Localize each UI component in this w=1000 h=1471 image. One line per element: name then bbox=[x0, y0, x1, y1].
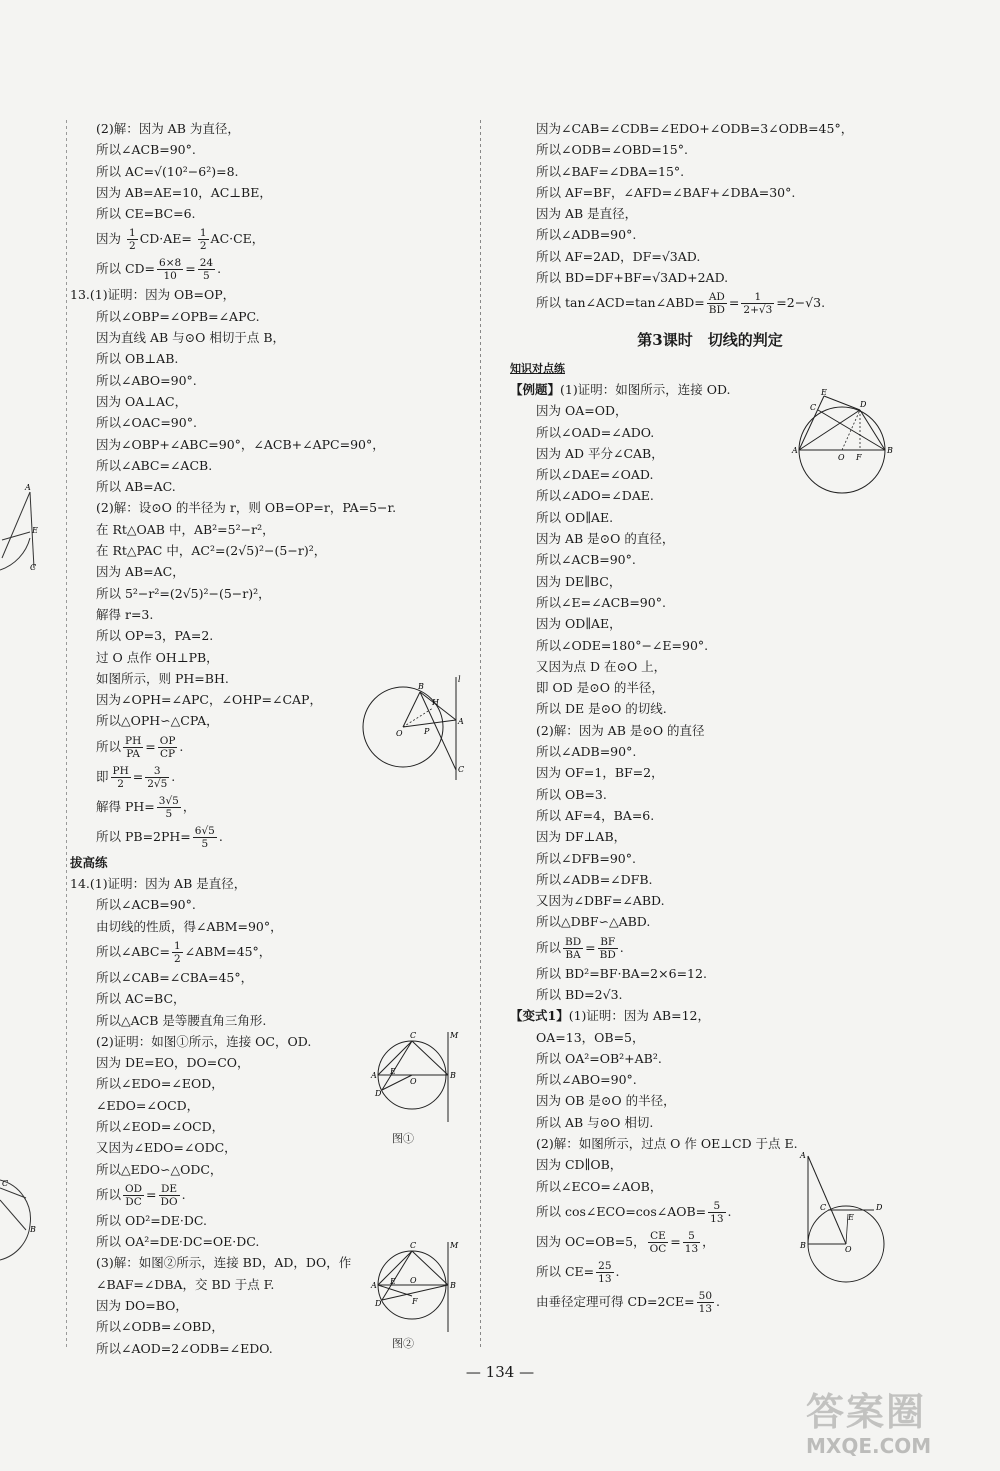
svg-text:B: B bbox=[418, 682, 424, 691]
figure-variant-1 bbox=[790, 1148, 900, 1288]
svg-text:E: E bbox=[390, 1067, 396, 1076]
text-line: 所以 OB⊥AB. bbox=[96, 351, 179, 367]
page-number: — 134 — bbox=[465, 1363, 535, 1381]
text-line: 所以∠ABO=90°. bbox=[536, 1072, 637, 1088]
text-line: 所以∠ODE=180°−∠E=90°. bbox=[536, 637, 709, 653]
text-line: 所以 OD²=DE·DC. bbox=[96, 1212, 207, 1228]
text-line: 所以 OA²=DE·DC=OE·DC. bbox=[96, 1234, 260, 1250]
figure-2-caption: 图② bbox=[392, 1337, 414, 1350]
text-line: ∠BAF=∠DBA，交 BD 于点 F. bbox=[96, 1276, 275, 1292]
svg-text:M: M bbox=[450, 1031, 459, 1040]
text-line: 解得 r=3. bbox=[96, 606, 154, 622]
text-line: 由垂径定理可得 CD=2CE= $\frac{50}{13}$ . bbox=[536, 1289, 721, 1315]
text-line: 因为 DF⊥AB， bbox=[536, 829, 627, 845]
text-line: 由切线的性质，得∠ABM=90°， bbox=[96, 918, 283, 934]
text-line: 如图所示，则 PH=BH. bbox=[96, 670, 229, 686]
text-line: 因为 OC=OB=5， $\frac{CE}{OC}$ = $\frac{5}{13}$ ， bbox=[536, 1229, 715, 1255]
svg-text:A: A bbox=[800, 1151, 806, 1160]
edge-figure-top bbox=[0, 478, 44, 582]
svg-text:C: C bbox=[410, 1241, 417, 1250]
text-line: 所以△DBF∽△ABD. bbox=[536, 914, 651, 930]
text-line: 因为∠CAB=∠CDB=∠EDO+∠ODB=3∠ODB=45°， bbox=[536, 121, 854, 136]
text-line: 所以 $\frac{PH}{PA}$ = $\frac{OP}{CP}$ . bbox=[96, 734, 184, 760]
svg-text:O: O bbox=[410, 1077, 417, 1086]
text-line: 所以 OP=3，PA=2. bbox=[96, 628, 214, 644]
text-line: 在 Rt△PAC 中，AC²=(2√5)²−(5−r)²， bbox=[96, 543, 327, 559]
text-line: 因为 AB 是⊙O 的直径， bbox=[536, 531, 675, 547]
figure-1 bbox=[368, 1030, 468, 1146]
text-line: 所以∠DAE=∠OAD. bbox=[536, 467, 654, 483]
text-line: 所以∠ODB=∠OBD， bbox=[96, 1319, 224, 1335]
svg-text:C: C bbox=[820, 1203, 827, 1212]
text-line: 所以∠ODB=∠OBD=15°. bbox=[536, 142, 688, 158]
text-line: 所以 CD= $\frac{6\times 8}{10}$ = $\frac{24}{5}$ . bbox=[96, 257, 222, 283]
text-line: 所以∠DFB=90°. bbox=[536, 850, 636, 866]
text-line: 所以 AF=BF，∠AFD=∠BAF+∠DBA=30°. bbox=[536, 184, 796, 200]
text-line: 所以∠ACB=90°. bbox=[96, 897, 196, 913]
svg-text:E: E bbox=[821, 388, 827, 397]
svg-text:O: O bbox=[396, 729, 403, 738]
svg-text:A: A bbox=[371, 1071, 377, 1080]
text-line: 所以∠ADO=∠DAE. bbox=[536, 488, 654, 504]
text-line: 所以 BD²=BF·BA=2×6=12. bbox=[536, 965, 707, 981]
text-line: 因为 AD 平分∠CAB， bbox=[536, 445, 664, 461]
text-line: 所以 AB=AC. bbox=[96, 479, 176, 495]
svg-text:M: M bbox=[450, 1241, 459, 1250]
text-line: 因为 OA=OD， bbox=[536, 403, 628, 419]
problem-14-heading: 14.(1)证明：因为 AB 是直径， bbox=[70, 876, 247, 892]
example-heading: 【例题】(1)证明：如图所示，连接 OD. bbox=[510, 381, 731, 397]
svg-text:C: C bbox=[810, 403, 817, 412]
column-divider bbox=[480, 120, 481, 1350]
svg-text:C: C bbox=[30, 563, 37, 572]
svg-text:B: B bbox=[30, 1225, 36, 1234]
text-line: 因为 AB 是直径， bbox=[536, 206, 638, 222]
text-line: 所以 AB 与⊙O 相切. bbox=[536, 1114, 654, 1130]
text-line: ∠EDO=∠OCD， bbox=[96, 1097, 200, 1113]
text-line: 所以∠OBP=∠OPB=∠APC. bbox=[96, 308, 260, 324]
figure-problem-13 bbox=[358, 672, 468, 782]
watermark-logo bbox=[806, 1390, 986, 1460]
text-line: 因为 $\frac{1}{2}$ CD·AE= $\frac{1}{2}$ AC·CE， bbox=[96, 227, 265, 253]
text-line: 过 O 点作 OH⊥PB， bbox=[96, 649, 219, 665]
text-line: 因为直线 AB 与⊙O 相切于点 B， bbox=[96, 330, 286, 346]
text-line: 所以 AF=2AD，DF=√3AD. bbox=[536, 248, 701, 264]
svg-text:E: E bbox=[848, 1213, 854, 1222]
svg-text:B: B bbox=[450, 1071, 456, 1080]
svg-text:A: A bbox=[792, 446, 798, 455]
text-line: 所以 AF=4，BA=6. bbox=[536, 807, 655, 823]
text-line: 所以∠OAC=90°. bbox=[96, 415, 197, 431]
text-line: 所以∠ACB=90°. bbox=[536, 552, 636, 568]
text-line: 所以∠EOD=∠OCD， bbox=[96, 1118, 225, 1134]
svg-text:C: C bbox=[2, 1179, 9, 1188]
svg-text:D: D bbox=[876, 1203, 883, 1212]
text-line: 所以 CE=BC=6. bbox=[96, 206, 196, 222]
svg-text:E: E bbox=[32, 526, 38, 535]
text-line: 所以∠CAB=∠CBA=45°， bbox=[96, 969, 254, 985]
text-line: 因为∠OBP+∠ABC=90°，∠ACB+∠APC=90°， bbox=[96, 436, 385, 452]
text-line: 所以∠EDO=∠EOD， bbox=[96, 1076, 224, 1092]
text-line: 因为 AB=AC， bbox=[96, 564, 185, 580]
text-line: 又因为∠EDO=∠ODC， bbox=[96, 1140, 237, 1156]
edge-figure-bottom bbox=[0, 1170, 44, 1274]
text-line: 因为 DE∥BC， bbox=[536, 573, 622, 589]
fraction-half: $\frac{1}{2}$ bbox=[129, 227, 136, 253]
svg-text:D: D bbox=[375, 1089, 382, 1098]
text-line: (2)解：如图所示，过点 O 作 OE⊥CD 于点 E. bbox=[536, 1136, 798, 1152]
text-line: 即 $\frac{PH}{2}$ = $\frac{3}{2√5}$ . bbox=[96, 764, 176, 790]
text-line: 所以△OPH∽△CPA， bbox=[96, 713, 219, 729]
text-line: 所以∠BAF=∠DBA=15°. bbox=[536, 163, 685, 179]
svg-text:B: B bbox=[800, 1241, 806, 1250]
text-line: 所以∠ADB=90°. bbox=[536, 744, 637, 760]
svg-text:O: O bbox=[838, 453, 845, 462]
text-line: 所以 PB=2PH= $\frac{6√5}{5}$ . bbox=[96, 824, 223, 850]
text-line: 所以∠ECO=∠AOB， bbox=[536, 1178, 663, 1194]
text-line: (2)解：因为 AB 是⊙O 的直径 bbox=[536, 722, 705, 738]
subsection-heading: 知识对点练 bbox=[510, 361, 565, 375]
text-line: 所以 CE= $\frac{25}{13}$ . bbox=[536, 1259, 620, 1285]
section-heading: 拔高练 bbox=[70, 854, 108, 870]
svg-text:O: O bbox=[845, 1245, 852, 1254]
text-line: (2)证明：如图①所示，连接 OC，OD. bbox=[96, 1033, 312, 1049]
svg-text:C: C bbox=[410, 1031, 417, 1040]
text-line: 所以∠ABC=∠ACB. bbox=[96, 457, 213, 473]
text-line: 因为 DE=EO，DO=CO， bbox=[96, 1055, 250, 1071]
text-line: 所以 BD=DF+BF=√3AD+2AD. bbox=[536, 270, 729, 286]
text-line: 所以 $\frac{OD}{DC}$ = $\frac{DE}{DO}$ . bbox=[96, 1182, 186, 1208]
text-line: 因为 OF=1，BF=2， bbox=[536, 765, 664, 781]
text-line: 又因为点 D 在⊙O 上， bbox=[536, 658, 667, 674]
svg-text:H: H bbox=[432, 698, 439, 707]
svg-text:D: D bbox=[860, 400, 867, 409]
left-margin-divider bbox=[66, 120, 67, 1350]
text-line: 所以∠OAD=∠ADO. bbox=[536, 424, 655, 440]
figure-1-caption: 图① bbox=[392, 1132, 414, 1145]
figure-example bbox=[790, 388, 900, 498]
text-line: OA=13，OB=5， bbox=[536, 1029, 645, 1045]
text-line: 因为 CD∥OB， bbox=[536, 1157, 623, 1173]
text-line: 所以△EDO∽△ODC， bbox=[96, 1161, 223, 1177]
text-line: 所以∠ABC= $\frac{1}{2}$ ∠ABM=45°， bbox=[96, 939, 272, 965]
text-line: 因为 OB 是⊙O 的半径， bbox=[536, 1093, 676, 1109]
text-line: 因为 DO=BO， bbox=[96, 1298, 188, 1314]
text-line: 所以 OB=3. bbox=[536, 786, 607, 802]
text-line: 所以∠ADB=90°. bbox=[536, 227, 637, 243]
figure-2 bbox=[368, 1240, 468, 1351]
svg-text:l: l bbox=[458, 675, 461, 684]
text-line: 所以 5²−r²=(2√5)²−(5−r)²， bbox=[96, 585, 271, 601]
text-line: 所以 $\frac{BD}{BA}$ = $\frac{BF}{BD}$ . bbox=[536, 935, 624, 961]
watermark-text: 答案圈 bbox=[806, 1390, 927, 1434]
right-column bbox=[510, 118, 910, 1317]
lesson-heading: 第3课时 切线的判定 bbox=[637, 331, 783, 350]
text-line: 所以△ACB 是等腰直角三角形. bbox=[96, 1012, 267, 1028]
text-line: 所以 tan∠ACD=tan∠ABD= $\frac{AD}{BD}$ = $\frac{1}{2+√3}$ =2−√3. bbox=[536, 291, 826, 317]
text-line: 因为 OA⊥AC， bbox=[96, 393, 188, 409]
text-line: 所以 cos∠ECO=cos∠AOB= $\frac{5}{13}$ . bbox=[536, 1199, 732, 1225]
fraction-half: $\frac{1}{2}$ bbox=[199, 227, 207, 253]
svg-text:B: B bbox=[887, 446, 893, 455]
text-line: 所以∠ABO=90°. bbox=[96, 372, 197, 388]
variant-heading: 【变式1】(1)证明：因为 AB=12， bbox=[510, 1008, 710, 1024]
text-line: 因为 AB=AE=10，AC⊥BE， bbox=[96, 184, 272, 200]
text-line: 所以∠AOD=2∠ODB=∠EDO. bbox=[96, 1340, 273, 1356]
text-line: 所以 BD=2√3. bbox=[536, 986, 623, 1002]
text-line: 因为∠OPH=∠APC，∠OHP=∠CAP， bbox=[96, 692, 322, 708]
svg-text:A: A bbox=[458, 717, 464, 726]
text-line: (3)解：如图②所示，连接 BD，AD，DO，作 bbox=[96, 1255, 352, 1271]
text-line: 在 Rt△OAB 中，AB²=5²−r²， bbox=[96, 521, 275, 537]
svg-text:O: O bbox=[410, 1276, 417, 1285]
text-line: (2)解：因为 AB 为直径， bbox=[96, 121, 240, 136]
text-line: 所以 OD∥AE. bbox=[536, 509, 614, 525]
svg-text:F: F bbox=[856, 453, 862, 462]
text-line: (2)解：设⊙O 的半径为 r，则 OB=OP=r，PA=5−r. bbox=[96, 500, 397, 516]
problem-13-heading: 13.(1)证明：因为 OB=OP， bbox=[70, 287, 236, 303]
text-line: 所以 AC=√(10²−6²)=8. bbox=[96, 163, 239, 179]
svg-text:F: F bbox=[412, 1297, 418, 1306]
svg-text:E: E bbox=[390, 1277, 396, 1286]
watermark-url: MXQE.COM bbox=[806, 1434, 932, 1458]
svg-text:D: D bbox=[375, 1299, 382, 1308]
text-line: 所以∠E=∠ACB=90°. bbox=[536, 594, 666, 610]
svg-text:A: A bbox=[25, 483, 31, 492]
text-line: 解得 PH= $\frac{3√5}{5}$ ， bbox=[96, 794, 196, 820]
text-line: 因为 OD∥AE， bbox=[536, 616, 622, 632]
text-line: 所以 DE 是⊙O 的切线. bbox=[536, 701, 667, 717]
svg-text:B: B bbox=[450, 1281, 456, 1290]
text-line: 所以 AC=BC， bbox=[96, 991, 186, 1007]
svg-text:C: C bbox=[458, 765, 465, 774]
text-line: 所以 OA²=OB²+AB². bbox=[536, 1050, 662, 1066]
text-line: 所以∠ADB=∠DFB. bbox=[536, 871, 653, 887]
svg-text:P: P bbox=[424, 727, 430, 736]
svg-text:A: A bbox=[371, 1281, 377, 1290]
text-line: 所以∠ACB=90°. bbox=[96, 142, 196, 158]
text-line: 又因为∠DBF=∠ABD. bbox=[536, 893, 665, 909]
text-line: 即 OD 是⊙O 的半径， bbox=[536, 680, 664, 696]
